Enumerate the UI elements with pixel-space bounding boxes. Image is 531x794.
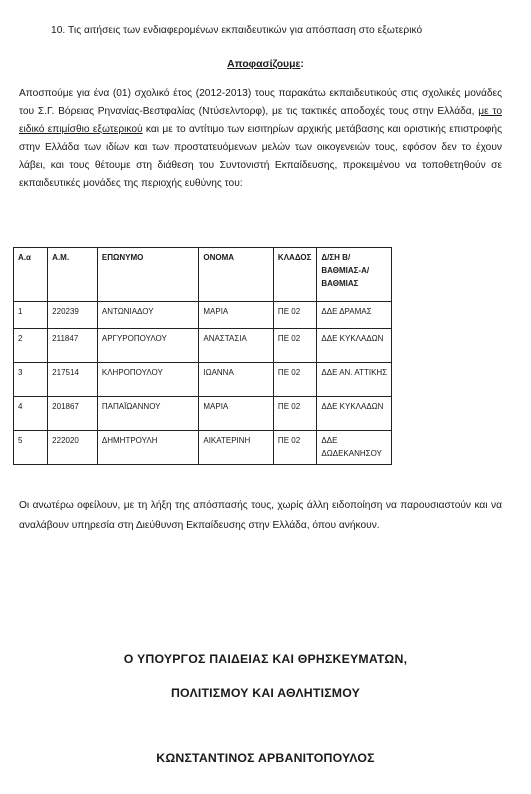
decision-colon: : <box>300 59 304 70</box>
cell-am: 211847 <box>48 329 98 363</box>
cell-am: 222020 <box>48 431 98 465</box>
paragraph-part-1: Αποσπούμε για ένα (01) σχολικό έτος (2012-2013) τους παρακάτω εκπαιδευτικούς στις σχολικές μονάδες του Σ.Γ. Βόρειας Ρηνανίας-Βεστφαλίας (Ντύσελντορφ), με τις τακτικές αποδοχές τους στην Ελλάδα, <box>19 88 502 118</box>
return-obligation-paragraph: Οι ανωτέρω οφείλουν, με τη λήξη της απόσπασής τους, χωρίς άλλη ειδοποίηση να παρουσιαστούν και να αναλάβουν υπηρεσία στη Διεύθυνση Εκπαίδευσης στην Ελλάδα, όπου ανήκουν. <box>19 500 502 531</box>
cell-branch: ΠΕ 02 <box>273 397 316 431</box>
cell-name: ΑΙΚΑΤΕΡΙΝΗ <box>199 431 274 465</box>
header-aa: Α.α <box>14 248 48 302</box>
cell-surname: ΚΛΗΡΟΠΟΥΛΟΥ <box>97 363 198 397</box>
header-branch: ΚΛΑΔΟΣ <box>273 248 316 302</box>
cell-aa: 3 <box>14 363 48 397</box>
cell-directorate: ΔΔΕ ΔΩΔΕΚΑΝΗΣΟΥ <box>317 431 392 465</box>
cell-am: 201867 <box>48 397 98 431</box>
item-10-text: 10. Τις αιτήσεις των ενδιαφερομένων εκπαιδευτικών για απόσπαση στο εξωτερικό <box>51 25 423 36</box>
header-directorate: Δ/ΣΗ Β/ΒΑΘΜΙΑΣ-Α/ΒΑΘΜΙΑΣ <box>317 248 392 302</box>
table-row <box>14 329 392 363</box>
table-header-row <box>14 248 392 302</box>
cell-branch: ΠΕ 02 <box>273 363 316 397</box>
paragraph-part-2: και με το αντίτιμο των εισιτηρίων αρχικής μετάβασης και οριστικής επιστροφής στην Ελλάδα των ιδίων και των προστατευόμενων μελών των οικογενειών τους, εφόσον δεν το έχουν λάβει, και τους θέτουμε στη διάθεση του Συντονιστή Εκπαίδευσης, προκειμένου να τοποθετηθούν σε εκπαιδευτικές μονάδες της περιοχής ευθύνης του: <box>19 124 502 190</box>
signature-title-line-1: Ο ΥΠΟΥΡΓΟΣ ΠΑΙΔΕΙΑΣ ΚΑΙ ΘΡΗΣΚΕΥΜΑΤΩΝ, <box>123 652 408 666</box>
paragraph-underlined: με το ειδικό επιμίσθιο εξωτερικού <box>19 106 502 136</box>
signature-title-line-2: ΠΟΛΙΤΙΣΜΟΥ ΚΑΙ ΑΘΛΗΤΙΣΜΟΥ <box>170 686 361 700</box>
cell-am: 217514 <box>48 363 98 397</box>
cell-am: 220239 <box>48 302 98 329</box>
table-row <box>14 363 392 397</box>
decision-word: Αποφασίζουμε <box>227 59 301 70</box>
cell-surname: ΑΝΤΩΝΙΑΔΟΥ <box>97 302 198 329</box>
header-name: ΟΝΟΜΑ <box>199 248 274 302</box>
cell-name: ΜΑΡΙΑ <box>199 397 274 431</box>
table-row <box>14 397 392 431</box>
header-surname: ΕΠΩΝΥΜΟ <box>97 248 198 302</box>
cell-directorate: ΔΔΕ ΑΝ. ΑΤΤΙΚΗΣ <box>317 363 392 397</box>
cell-aa: 5 <box>14 431 48 465</box>
cell-directorate: ΔΔΕ ΚΥΚΛΑΔΩΝ <box>317 397 392 431</box>
decision-heading <box>0 59 531 70</box>
table-row <box>14 302 392 329</box>
signature-name: ΚΩΝΣΤΑΝΤΙΝΟΣ ΑΡΒΑΝΙΤΟΠΟΥΛΟΣ <box>156 751 375 765</box>
cell-aa: 4 <box>14 397 48 431</box>
cell-branch: ΠΕ 02 <box>273 431 316 465</box>
cell-aa: 1 <box>14 302 48 329</box>
cell-surname: ΠΑΠΑΪΩΑΝΝΟΥ <box>97 397 198 431</box>
cell-name: ΑΝΑΣΤΑΣΙΑ <box>199 329 274 363</box>
cell-name: ΜΑΡΙΑ <box>199 302 274 329</box>
table-row <box>14 431 392 465</box>
cell-branch: ΠΕ 02 <box>273 302 316 329</box>
cell-directorate: ΔΔΕ ΚΥΚΛΑΔΩΝ <box>317 329 392 363</box>
cell-name: ΙΩΑΝΝΑ <box>199 363 274 397</box>
teachers-table <box>13 247 392 465</box>
cell-surname: ΔΗΜΗΤΡΟΥΛΗ <box>97 431 198 465</box>
cell-directorate: ΔΔΕ ΔΡΑΜΑΣ <box>317 302 392 329</box>
header-am: Α.Μ. <box>48 248 98 302</box>
cell-aa: 2 <box>14 329 48 363</box>
cell-surname: ΑΡΓΥΡΟΠΟΥΛΟΥ <box>97 329 198 363</box>
decision-paragraph <box>19 85 502 194</box>
cell-branch: ΠΕ 02 <box>273 329 316 363</box>
